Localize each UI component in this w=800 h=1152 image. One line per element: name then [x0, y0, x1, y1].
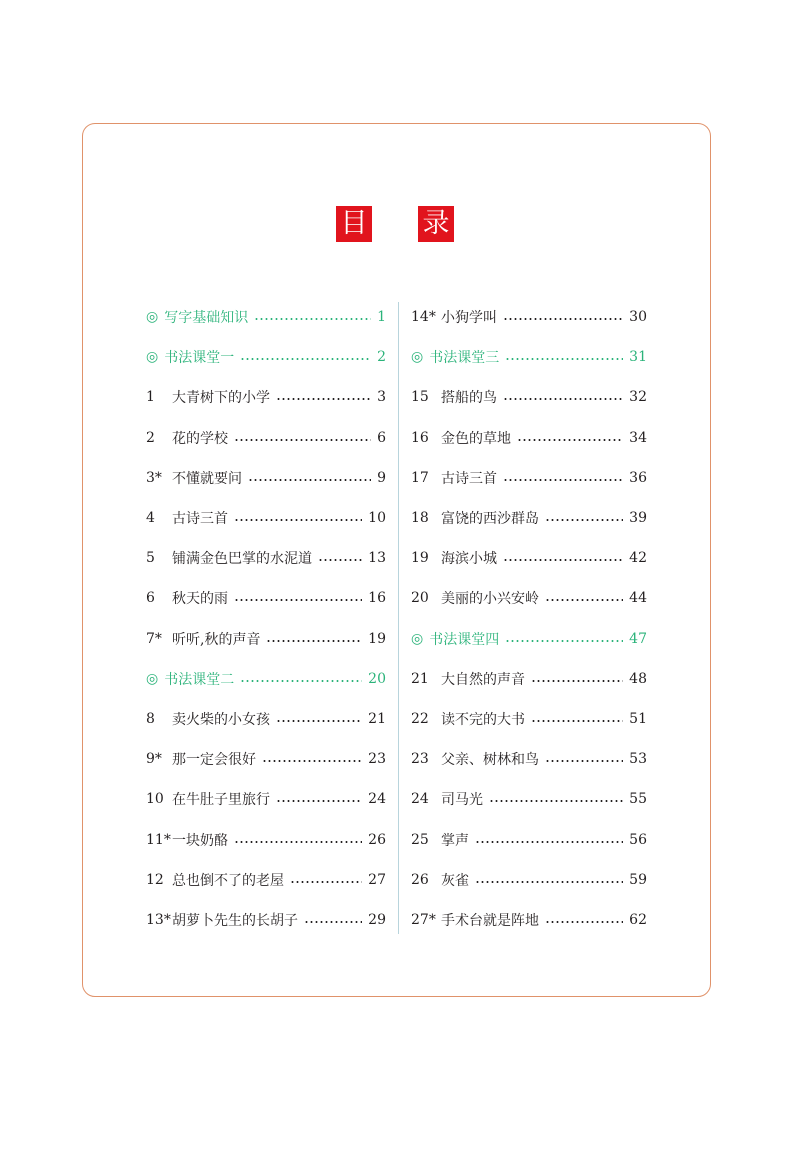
entry-title: 金色的草地 — [441, 430, 511, 447]
toc-entry[interactable] — [146, 819, 386, 859]
dot-leader — [276, 800, 362, 802]
entry-number: 7* — [146, 630, 162, 647]
dot-leader — [248, 479, 371, 481]
entry-title: 书法课堂一 — [164, 350, 235, 367]
entry-page-number: 20 — [368, 670, 386, 687]
entry-number: 26 — [411, 871, 429, 888]
entry-page-number: 9 — [377, 469, 386, 486]
toc-entry[interactable] — [411, 578, 647, 618]
entry-number: 13* — [146, 911, 171, 928]
entry-page-number: 19 — [368, 630, 386, 647]
entry-number: 11* — [146, 831, 171, 848]
toc-entry[interactable] — [411, 538, 647, 578]
entry-title: 书法课堂四 — [429, 631, 500, 648]
column-divider — [398, 302, 399, 934]
dot-leader — [505, 358, 623, 360]
entry-number: 6 — [146, 590, 155, 607]
entry-page-number: 55 — [629, 791, 647, 808]
entry-title: 一块奶酪 — [172, 832, 228, 849]
toc-entry[interactable] — [146, 578, 386, 618]
entry-number: 27* — [411, 911, 436, 928]
toc-entry[interactable] — [146, 779, 386, 819]
toc-section-entry[interactable] — [146, 659, 386, 699]
entry-title: 掌声 — [441, 832, 469, 849]
entry-title: 古诗三首 — [172, 511, 228, 528]
toc-entry[interactable] — [411, 418, 647, 458]
entry-number: 22 — [411, 710, 429, 727]
toc-entry[interactable] — [146, 860, 386, 900]
entry-number: 23 — [411, 751, 429, 768]
dot-leader — [254, 318, 371, 320]
toc-entry[interactable] — [411, 699, 647, 739]
entry-page-number: 6 — [377, 429, 386, 446]
toc-entry[interactable] — [411, 779, 647, 819]
dot-leader — [503, 398, 623, 400]
entry-page-number: 62 — [629, 911, 647, 928]
entry-page-number: 23 — [368, 751, 386, 768]
dot-leader — [276, 398, 371, 400]
entry-page-number: 31 — [629, 349, 647, 366]
entry-title: 大自然的声音 — [441, 671, 525, 688]
section-mark: ◎ — [411, 630, 424, 647]
entry-page-number: 27 — [368, 871, 386, 888]
entry-page-number: 26 — [368, 831, 386, 848]
dot-leader — [318, 559, 362, 561]
entry-title: 花的学校 — [172, 430, 228, 447]
entry-title: 小狗学叫 — [441, 310, 497, 327]
dot-leader — [545, 760, 623, 762]
entry-number: 1 — [146, 389, 155, 406]
entry-number: 19 — [411, 550, 429, 567]
dot-leader — [262, 760, 362, 762]
entry-page-number: 13 — [368, 550, 386, 567]
dot-leader — [475, 841, 623, 843]
entry-title: 卖火柴的小女孩 — [172, 711, 270, 728]
entry-number: 25 — [411, 831, 429, 848]
section-mark: ◎ — [146, 670, 159, 687]
entry-title: 海滨小城 — [441, 551, 497, 568]
dot-leader — [545, 519, 623, 521]
entry-number: 21 — [411, 670, 429, 687]
toc-entry[interactable] — [411, 739, 647, 779]
entry-page-number: 39 — [629, 510, 647, 527]
toc-entry[interactable] — [146, 458, 386, 498]
dot-leader — [240, 680, 362, 682]
toc-entry[interactable] — [411, 659, 647, 699]
section-mark: ◎ — [146, 309, 159, 326]
dot-leader — [505, 640, 623, 642]
entry-page-number: 21 — [368, 710, 386, 727]
entry-number: 10 — [146, 791, 164, 808]
toc-section-entry[interactable] — [411, 337, 647, 377]
dot-leader — [240, 358, 371, 360]
entry-page-number: 32 — [629, 389, 647, 406]
dot-leader — [290, 881, 362, 883]
entry-page-number: 10 — [368, 510, 386, 527]
entry-title: 书法课堂二 — [164, 671, 235, 688]
toc-section-entry[interactable] — [411, 619, 647, 659]
entry-title: 灰雀 — [441, 872, 469, 889]
entry-page-number: 16 — [368, 590, 386, 607]
toc-entry[interactable] — [146, 377, 386, 417]
toc-entry[interactable] — [146, 619, 386, 659]
entry-page-number: 34 — [629, 429, 647, 446]
entry-title: 写字基础知识 — [164, 310, 249, 327]
entry-title: 铺满金色巴掌的水泥道 — [172, 551, 312, 568]
dot-leader — [304, 921, 362, 923]
dot-leader — [503, 559, 623, 561]
entry-number: 14* — [411, 309, 436, 326]
section-mark: ◎ — [146, 349, 159, 366]
dot-leader — [276, 720, 362, 722]
toc-right-column — [411, 297, 647, 940]
entry-page-number: 44 — [629, 590, 647, 607]
entry-title: 父亲、树林和鸟 — [441, 752, 539, 769]
entry-number: 18 — [411, 510, 429, 527]
entry-page-number: 59 — [629, 871, 647, 888]
entry-number: 17 — [411, 469, 429, 486]
dot-leader — [531, 680, 623, 682]
toc-entry[interactable] — [146, 498, 386, 538]
dot-leader — [234, 599, 362, 601]
entry-title: 听听,秋的声音 — [172, 631, 261, 648]
dot-leader — [475, 881, 623, 883]
entry-number: 3* — [146, 469, 162, 486]
entry-title: 书法课堂三 — [429, 350, 500, 367]
dot-leader — [545, 921, 623, 923]
entry-page-number: 48 — [629, 670, 647, 687]
toc-entry[interactable] — [411, 498, 647, 538]
toc-entry[interactable] — [411, 860, 647, 900]
entry-page-number: 1 — [377, 309, 386, 326]
entry-title: 胡萝卜先生的长胡子 — [172, 912, 298, 929]
entry-title: 美丽的小兴安岭 — [441, 591, 539, 608]
entry-number: 2 — [146, 429, 155, 446]
entry-page-number: 2 — [377, 349, 386, 366]
entry-page-number: 47 — [629, 630, 647, 647]
entry-title: 司马光 — [441, 792, 483, 809]
entry-title: 古诗三首 — [441, 470, 497, 487]
entry-number: 8 — [146, 710, 155, 727]
dot-leader — [545, 599, 623, 601]
entry-page-number: 24 — [368, 791, 386, 808]
entry-title: 大青树下的小学 — [172, 390, 270, 407]
dot-leader — [266, 640, 362, 642]
entry-page-number: 42 — [629, 550, 647, 567]
dot-leader — [489, 800, 623, 802]
dot-leader — [503, 479, 623, 481]
toc-entry[interactable] — [146, 418, 386, 458]
entry-number: 12 — [146, 871, 164, 888]
toc-entry[interactable] — [146, 900, 386, 940]
dot-leader — [234, 519, 362, 521]
entry-number: 5 — [146, 550, 155, 567]
entry-page-number: 51 — [629, 710, 647, 727]
entry-number: 24 — [411, 791, 429, 808]
toc-section-entry[interactable] — [146, 337, 386, 377]
entry-page-number: 3 — [377, 389, 386, 406]
entry-title: 那一定会很好 — [172, 752, 256, 769]
entry-page-number: 53 — [629, 751, 647, 768]
entry-page-number: 29 — [368, 911, 386, 928]
entry-title: 在牛肚子里旅行 — [172, 792, 270, 809]
entry-title: 读不完的大书 — [441, 711, 525, 728]
toc-entry[interactable] — [411, 819, 647, 859]
entry-title: 不懂就要问 — [172, 470, 242, 487]
toc-entry[interactable] — [146, 699, 386, 739]
toc-entry[interactable] — [411, 377, 647, 417]
entry-page-number: 30 — [629, 309, 647, 326]
entry-title: 富饶的西沙群岛 — [441, 511, 539, 528]
entry-title: 秋天的雨 — [172, 591, 228, 608]
dot-leader — [234, 841, 362, 843]
title-char-1: 目 — [336, 206, 372, 242]
entry-title: 搭船的鸟 — [441, 390, 497, 407]
entry-number: 20 — [411, 590, 429, 607]
entry-number: 9* — [146, 751, 162, 768]
toc-left-column — [146, 297, 386, 940]
toc-entry[interactable] — [146, 538, 386, 578]
toc-entry[interactable] — [411, 458, 647, 498]
entry-page-number: 56 — [629, 831, 647, 848]
dot-leader — [503, 318, 623, 320]
entry-title: 总也倒不了的老屋 — [172, 872, 284, 889]
toc-entry[interactable] — [146, 739, 386, 779]
entry-title: 手术台就是阵地 — [441, 912, 539, 929]
title-char-2: 录 — [418, 206, 454, 242]
toc-entry[interactable] — [411, 900, 647, 940]
dot-leader — [234, 439, 371, 441]
entry-number: 16 — [411, 429, 429, 446]
dot-leader — [517, 439, 623, 441]
entry-number: 4 — [146, 510, 155, 527]
section-mark: ◎ — [411, 349, 424, 366]
entry-number: 15 — [411, 389, 429, 406]
entry-page-number: 36 — [629, 469, 647, 486]
dot-leader — [531, 720, 623, 722]
toc-section-entry[interactable] — [146, 297, 386, 337]
toc-entry[interactable] — [411, 297, 647, 337]
